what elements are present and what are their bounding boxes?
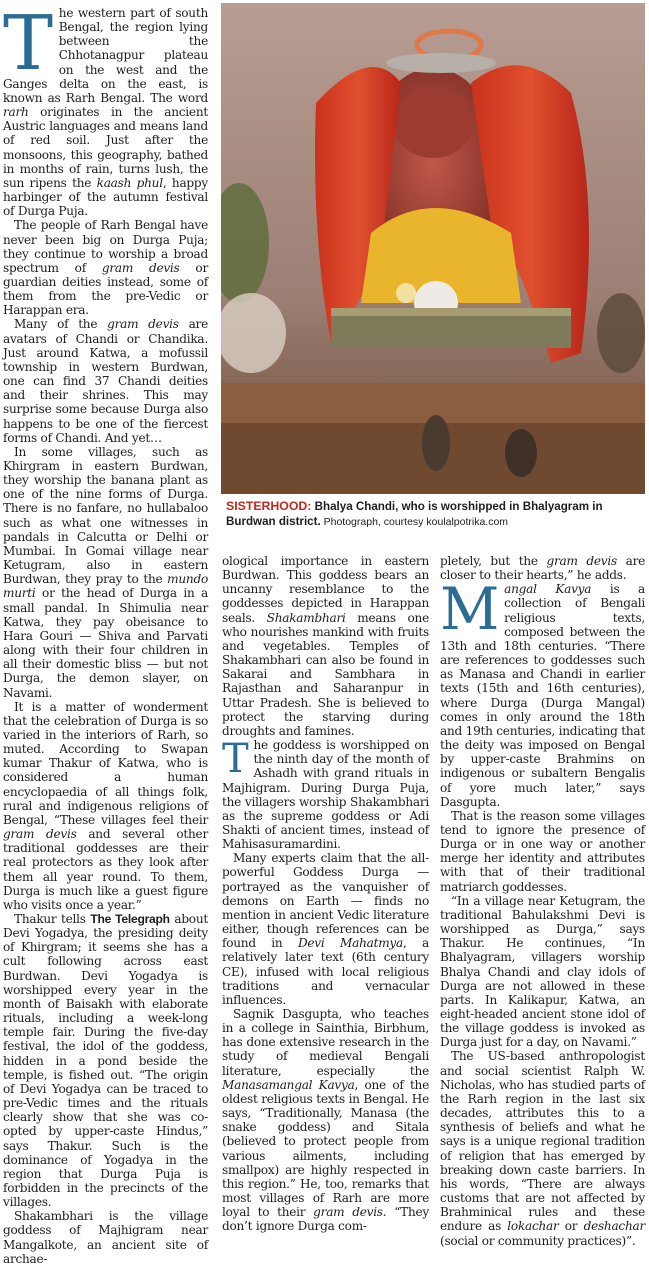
caption-kicker: SISTERHOOD: — [226, 499, 312, 513]
paragraph-7: Shakambhari is the village goddess of Majhigram near Mangalkote, an ancient site of archae- — [3, 1209, 208, 1266]
photo-caption — [226, 499, 644, 530]
drop-cap: T — [3, 0, 53, 87]
article-column-3 — [440, 554, 645, 1248]
paragraph-15: “In a village near Ketugram, the traditional Bahulakshmi Devi is worshipped as Durga,” says Thakur. He continues, “In Bhalyagram, villagers worship Bhalya Chandi and clay idols of Durga are not allowed in these parts. In Kalikapur, Katwa, an eight-headed ancient stone idol of the village goddess is invoked as Durga just for a day, on Navami.” — [440, 893, 645, 1050]
paragraph-8: ological importance in eastern Burdwan. This goddess bears an uncanny resemblance to the goddesses depicted in Harappan seals. Shakambhari means one who nourishes mankind with fruits and vegetables. Temples of Shakambhari can also be found in Sakarai and Sambhara in Rajasthan and Saharanpur in Uttar Pradesh. She is believed to protect the starving during droughts and famines. — [222, 554, 430, 738]
article-column-1 — [3, 0, 208, 1266]
article-photo — [221, 3, 645, 494]
paragraph-2: The people of Rarh Bengal have never been big on Durga Puja; they continue to worship a broad spectrum of gram devis or guardian deities instead, some of them from the pre-Vedic or Harappan era. — [3, 218, 208, 318]
article-column-2 — [222, 554, 429, 1234]
paragraph-13: Mangal Kavya is a collection of Bengali religious texts, composed between the 13th and 18th centuries. “There are references to goddesses such as Manasa and Chandi in earlier texts (15th and 16th centuries), where Durga (Durga Mangal) comes in only around the 18th and 19th centuries, indicating that the deity was imposed on Bengal by upper-caste Brahmins on indigenous or subaltern Bengalis of yore much later,” says Dasgupta. — [440, 575, 645, 809]
paragraph-12: pletely, but the gram devis are closer to their hearts,” he adds. — [440, 554, 646, 583]
caption-text: Bhalya Chandi, who is worshipped in Bhalyagram in Burdwan district. — [226, 500, 603, 528]
paragraph-6: Thakur tells The Telegraph about Devi Yogadya, the presiding deity of Khirgram; it seems she has a cult following across east Burdwan. Devi Yogadya is worshipped every year in the month of Baisakh with elaborate rituals, including a week-long temple fair. During the five-day festival, the idol of the goddess, hidden in a pond beside the temple, is fished out. “The origin of Devi Yogadya can be traced to pre-Vedic times and the rituals clearly show that she was co-opted by upper-caste Hindus,” says Thakur. Such is the dominance of Yogadya in the region that Durga Puja is forbidden in the precincts of the villages. — [3, 912, 208, 1210]
paragraph-14: That is the reason some villages tend to ignore the presence of Durga or in one way or another merge her identity and attributes with that of their traditional matriarch goddesses. — [440, 808, 645, 894]
paragraph-1: The western part of south Bengal, the region lying between the Chhotanagpur plateau on the west and the Ganges delta on the east, is known as Rarh Bengal. The word rarh originates in the ancient Austric languages and means land of red soil. Just after the monsoons, this geography, bathed in months of rain, turns lush, the sun ripens the kaash phul, happy harbinger of the autumn festival of Durga Puja. — [3, 0, 208, 219]
paragraph-16: The US-based anthropologist and social scientist Ralph W. Nicholas, who has studied parts of the Rarh region in the last six decades, attributes this to a synthesis of beliefs and what he says is a unique regional tradition of religion that has emerged by breaking down caste barriers. In his words, “There are always customs that are not affected by Brahminical rules and these endure as lokachar or deshachar (social or community practices)”. — [440, 1049, 645, 1248]
paragraph-3: Many of the gram devis are avatars of Chandi or Chandika. Just around Katwa, a mofussil township in western Burdwan, one can find 37 Chandi deities and their shrines. This may surprise some because Durga also happens to be one of the fiercest forms of Chandi. And yet… — [3, 317, 208, 445]
paragraph-5: It is a matter of wonderment that the celebration of Durga is so varied in the interiors of Rarh, so muted. According to Swapan kumar Thakur of Katwa, who is considered a human encyclopaedia of all things folk, rural and indigenous religions of Bengal, “These villages feel their gram devis and several other traditional goddesses are their real protectors as they look after them all year round. To them, Durga is much like a guest figure who visits once a year.” — [3, 699, 208, 912]
deity-shrine-illustration — [221, 3, 645, 494]
drop-cap: M — [440, 575, 500, 644]
paragraph-11: Sagnik Dasgupta, who teaches in a college in Sainthia, Birbhum, has done extensive research in the study of medieval Bengali literature, especially the Manasamangal Kavya, one of the oldest religious texts in Bengal. He says, “Traditionally, Manasa (the snake goddess) and Sitala (believed to protect people from various ailments, including smallpox) are highly respected in this region.” He, too, remarks that most villages of Rarh are more loyal to their gram devis. “They don’t ignore Durga com- — [222, 1007, 429, 1234]
paragraph-9: The goddess is worshipped on the ninth day of the month of Ashadh with grand rituals in Majhigram. During Durga Puja, the villagers worship Shakambhari as the supreme goddess or Adi Shakti of ancient times, instead of Mahisasuramardini. — [222, 736, 429, 852]
paragraph-4: In some villages, such as Khirgram in eastern Burdwan, they worship the banana plant as one of the nine forms of Durga. There is no fanfare, no hullabaloo such as what one witnesses in pandals in Calcutta or Delhi or Mumbai. In Gomai village near Ketugram, also in eastern Burdwan, they pray to the mundo murti or the head of Durga in a small pandal. In Shimulia near Katwa, they pay obeisance to Hara Gouri — Shiva and Parvati along with their four children in all their domestic bliss — but not Durga, the demon slayer, on Navami. — [3, 444, 208, 700]
drop-cap: T — [222, 736, 249, 783]
photo-credit: Photograph, courtesy koulalpotrika.com — [320, 516, 509, 528]
paragraph-10: Many experts claim that the all-powerful Goddess Durga — portrayed as the vanquisher of demons on Earth — finds no mention in ancient Vedic literature either, though references can be found in Devi Mahatmya, a relatively later text (6th century CE), infused with local religious traditions and vernacular influences. — [222, 851, 429, 1007]
